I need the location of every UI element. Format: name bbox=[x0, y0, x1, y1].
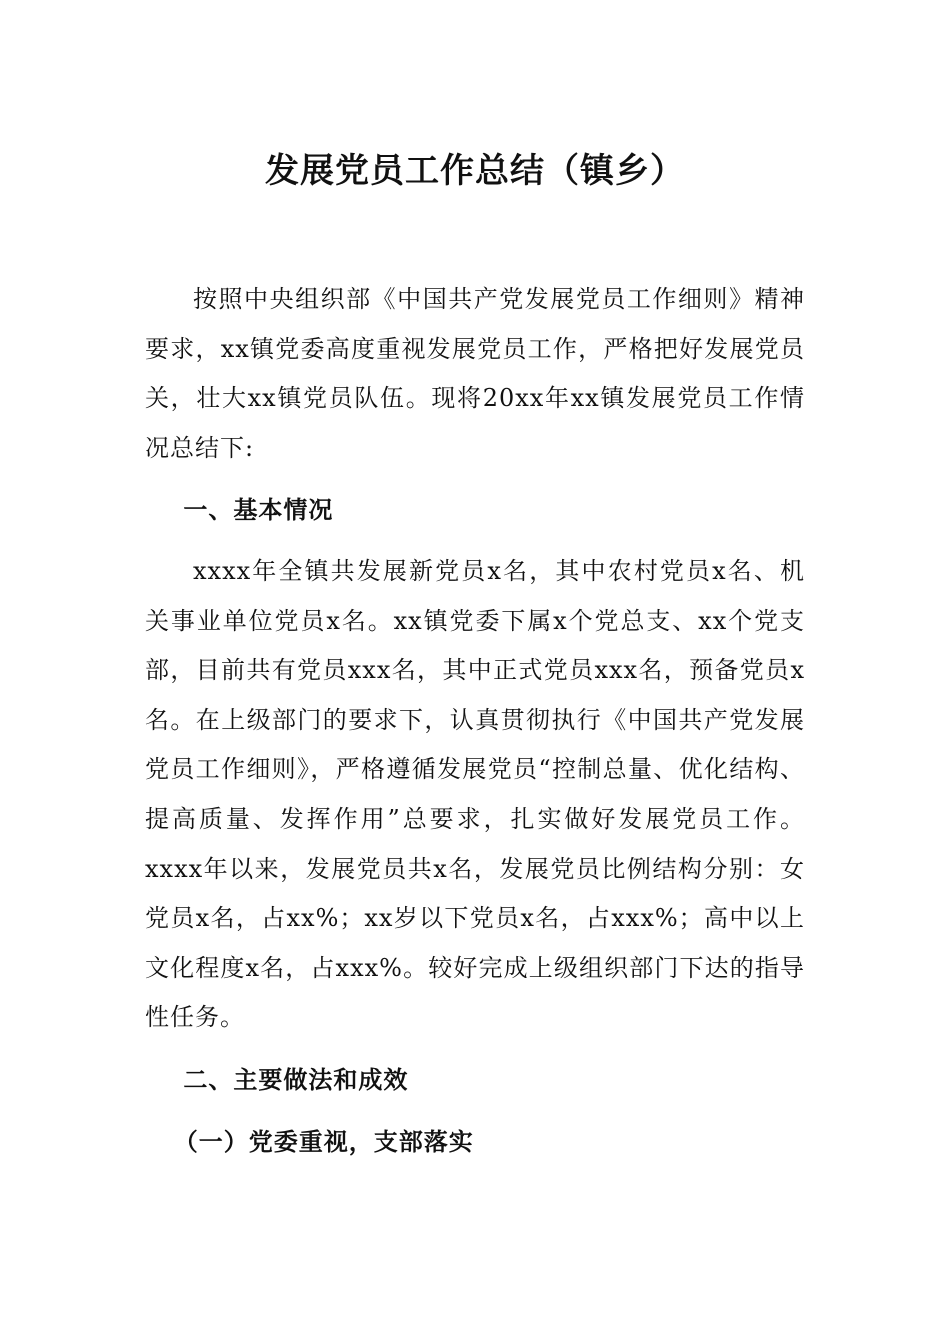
section-1-heading: 一、基本情况 bbox=[183, 495, 334, 525]
section-2-heading: 二、主要做法和成效 bbox=[183, 1064, 409, 1094]
intro-paragraph: 按照中央组织部《中国共产党发展党员工作细则》精神要求，xx镇党委高度重视发展党员工作，严格把好发展党员关，壮大xx镇党员队伍。现将20xx年xx镇发展党员工作情况总结下: bbox=[145, 285, 805, 462]
section-2-subheading-1: （一）党委重视，支部落实 bbox=[173, 1126, 474, 1156]
section-1-paragraph: xxxx年全镇共发展新党员x名，其中农村党员x名、机关事业单位党员x名。xx镇党委下属x个党总支、xx个党支部，目前共有党员xxx名，其中正式党员xxx名，预备党员x名。在上级部门的要求下，认真贯彻执行《中国共产党发展党员工作细则》，严格遵循发展党员“控制总量、优化结构、提高质量、发挥作用”总要求，扎实做好发展党员工作。xxxx年以来，发展党员共x名，发展党员比例结构分别：女党员x名，占xx%；xx岁以下党员x名，占xxx%；高中以上文化程度x名，占xxx%。较好完成上级组织部门下达的指导性任务。 bbox=[145, 556, 805, 1032]
document-body bbox=[145, 275, 805, 1166]
document-title: 发展党员工作总结（镇乡） bbox=[265, 151, 685, 191]
